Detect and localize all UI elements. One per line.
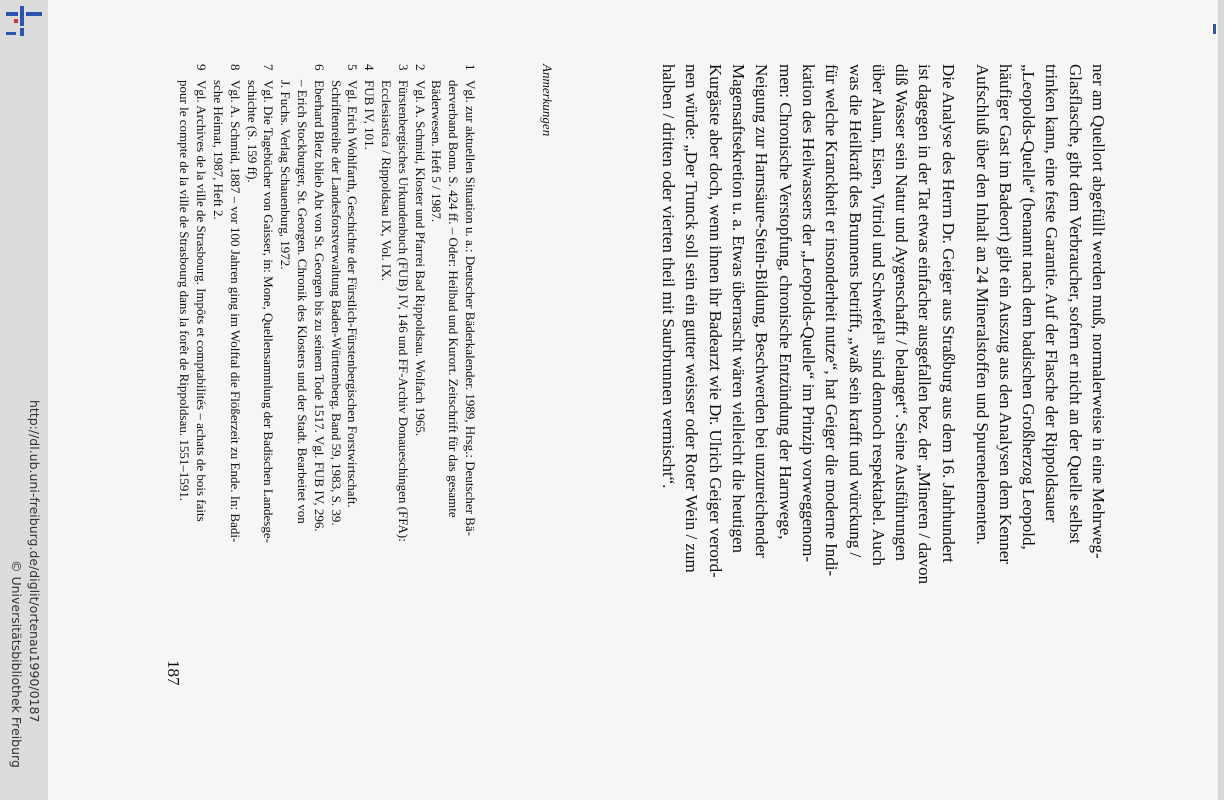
scanned-page xyxy=(48,0,1218,800)
note-number: 7 xyxy=(261,64,277,71)
note-line: Vgl. A. Schmid, 1887 – vor 100 Jahren ging im Wolftal die Flößerzeit zu Ende. In: Badi- xyxy=(227,80,243,543)
note-line: J. Fuchs. Verlag Schauenburg, 1972. xyxy=(278,80,294,270)
note-line: Fürstenbergisches Urkundenbuch (FUB) IV, 146 und FF-Archiv Donaueschingen (FFA): xyxy=(395,80,411,542)
body-line: Neigung zur Harnsäure-Stein-Bildung, Beschwerden bei unzureichender xyxy=(752,64,772,558)
body-line: Aufschluß über den Inhalt an 24 Mineralstoffen und Spurenelementen. xyxy=(972,64,992,545)
body-line: nen würde: „Der Trunck soll sein ein gutter weisser oder Roter Wein / zum xyxy=(682,64,702,573)
notes-heading: Anmerkungen xyxy=(540,64,555,137)
note-line: Vgl. A. Schmid, Kloster und Pfarrei Bad Rippoldsau. Wolfach 1965. xyxy=(412,80,428,437)
note-number: 4 xyxy=(362,64,378,71)
note-line: derverband Bonn. S. 424 ff. – Oder: Heilbad und Kurort. Zeitschrift für das gesamte xyxy=(446,80,462,518)
page-marker xyxy=(1213,24,1216,34)
body-line: Kurgäste aber doch, wenn ihnen ihr Badearzt wie Dr. Ulrich Geiger verord- xyxy=(705,64,725,578)
body-line: Magensaftsekretion u. a. Etwas überrascht wären vielleicht die heutigen xyxy=(729,64,748,554)
body-line: kation des Heilwassers der „Leopolds-Quelle“ im Prinzip vorweggenom- xyxy=(798,64,818,563)
page-number: 187 xyxy=(164,660,183,686)
body-line: trinken kann, eine feste Garantie. Auf der Flasche der Rippoldsauer xyxy=(1042,64,1062,523)
copyright-notice: © Universitätsbibliothek Freiburg xyxy=(9,560,24,768)
body-line: Die Analyse des Herrn Dr. Geiger aus Straßburg aus dem 16. Jahrhundert xyxy=(938,64,958,563)
source-url[interactable]: http://dl.ub.uni-freiburg.de/diglit/ortenau1990/0187 xyxy=(27,400,42,723)
body-line: ist dagegen in der Tat etwas einfacher ausgefallen bez. der „Mineren / davon xyxy=(915,64,935,585)
note-number: 6 xyxy=(311,64,327,71)
body-line: halben / dritten oder vierten theil mit Saurbrunnen vermischt“. xyxy=(659,64,679,489)
note-line: Bäderwesen. Heft 5 / 1987. xyxy=(429,80,445,223)
body-line: „Leopolds-Quelle“ (benannt nach dem badischen Großherzog Leopold, xyxy=(1019,64,1039,550)
note-line: pour le compte de la ville de Strasbourg dans la forêt de Rippoldsau. 1551–1591. xyxy=(177,80,193,502)
note-line: Eberhard Bletz blieb Abt von St. Georgen bis zu seinem Tode 1517. Vgl. FUB IV, 296. xyxy=(311,80,327,532)
note-line: Vgl. zur aktuellen Situation u. a.: Deutscher Bäderkalender. 1989, Hrsg.: Deutscher Bä- xyxy=(463,80,478,536)
note-line: – Erich Stockburger, St. Georgen. Chronik des Klosters und der Stadt. Bearbeitet von xyxy=(295,80,310,524)
body-line: für welche Kranckheit er insonderheit nutze“, hat Geiger die moderne Indi- xyxy=(822,64,842,577)
note-number: 3 xyxy=(395,64,411,71)
body-line: Glasflasche, gibt dem Verbraucher, sofern er nicht an der Quelle selbst xyxy=(1065,64,1085,544)
note-number: 1 xyxy=(463,64,478,71)
note-line: schichte (S. 159 ff). xyxy=(244,80,260,183)
note-line: Vgl. Erich Wohlfarth, Geschichte der Fürstlich-Fürstenbergischen Forstwirtschaft. xyxy=(345,80,361,508)
body-line: ner am Quellort abgefüllt werden muß, normalerweise in eine Mehrweg- xyxy=(1089,64,1108,559)
body-line: men: Chronische Verstopfung, chronische Entzündung der Harnwege, xyxy=(775,64,795,540)
note-line: FUB IV, 101. xyxy=(362,80,378,150)
body-line: über Alaun, Eisen, Vitriol und Schwefel³¹ sind dennoch respektabel. Auch xyxy=(868,64,888,566)
note-line: Vgl. Archives de la ville de Strasbourg. Impôts et comptabilités – achats de bois faits xyxy=(194,80,210,522)
note-number: 8 xyxy=(227,64,243,71)
body-line: was die Heilkraft des Brunnens betrifft, „waß sein krafft und würckung / xyxy=(845,64,865,558)
note-number: 5 xyxy=(345,64,361,71)
note-line: sche Heimat, 1987, Heft 2. xyxy=(211,80,226,220)
note-line: Vgl. Die Tagebücher von Gaisser, in: Mone, Quellensammlung der Badischen Landesge- xyxy=(261,80,277,543)
body-line: häufiger Gast im Badeort) gibt ein Auszug aus den Analysen dem Kenner xyxy=(995,64,1015,564)
viewer-sidebar xyxy=(0,0,48,800)
sidebar-text xyxy=(0,0,48,800)
note-line: Schriftenreihe der Landesforstverwaltung Baden-Württemberg. Band 59, 1983, S. 39. xyxy=(328,80,344,526)
note-line: Ecclesiastica / Rippoldsau IX, Vol. IX. xyxy=(379,80,394,281)
body-line: diß Wasser sein Natur und Aygenschafft / belanget“. Seine Ausführungen xyxy=(892,64,912,561)
note-number: 2 xyxy=(412,64,428,71)
note-number: 9 xyxy=(194,64,210,71)
